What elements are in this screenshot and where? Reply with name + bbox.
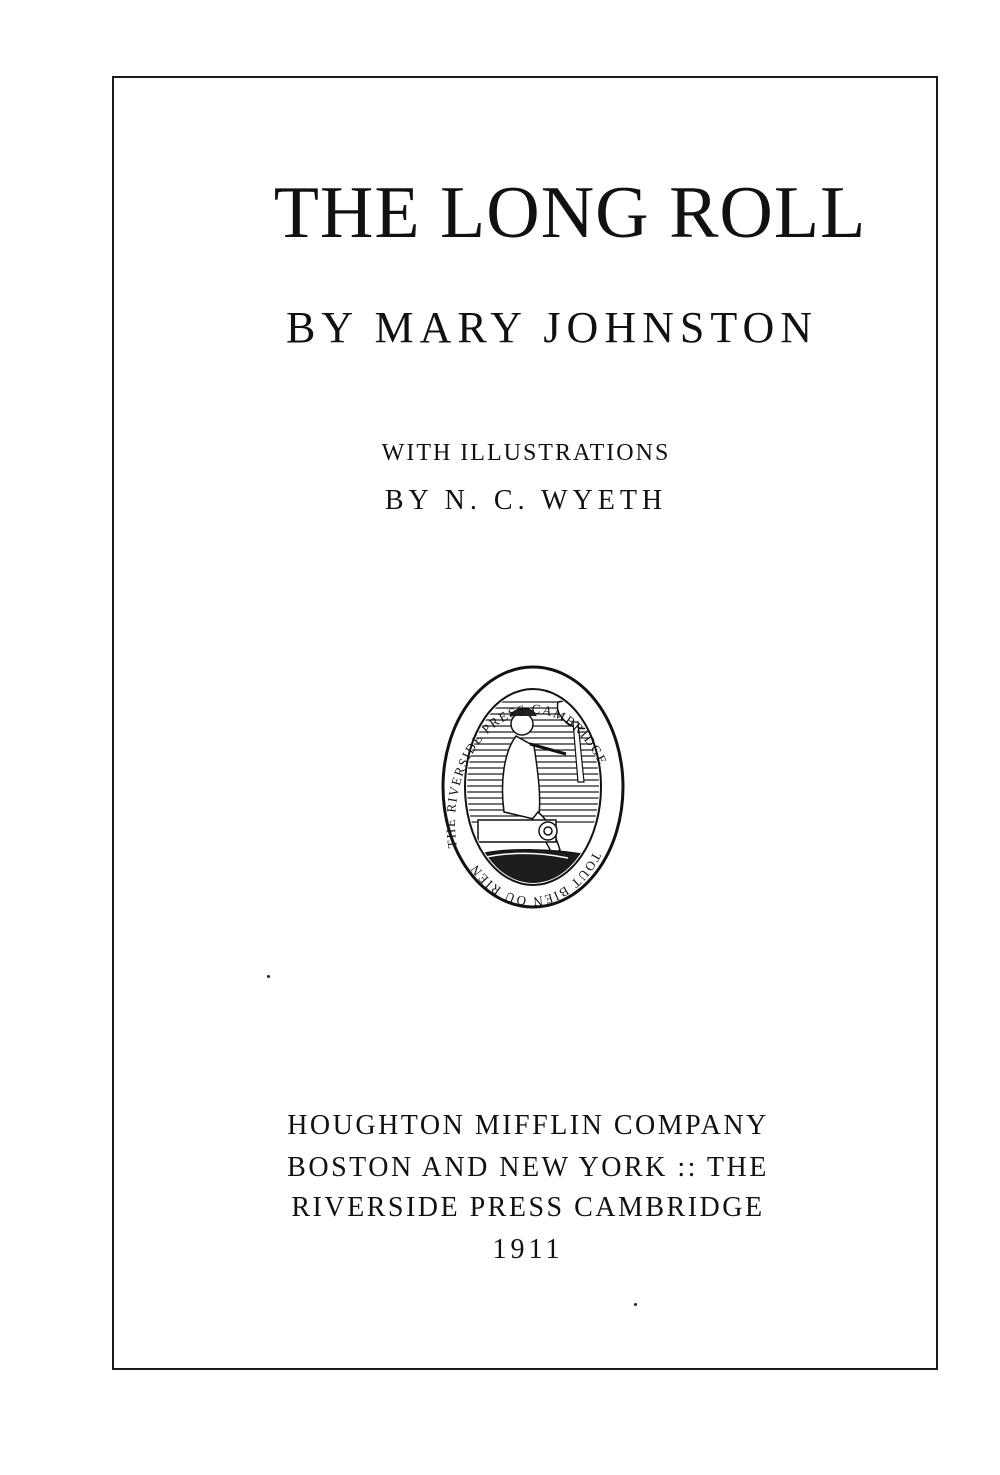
illustrations-credit-line2: BY N. C. WYETH bbox=[384, 485, 668, 516]
author-line: BY MARY JOHNSTON bbox=[285, 303, 818, 352]
publisher-line3: RIVERSIDE PRESS CAMBRIDGE bbox=[291, 1192, 765, 1223]
publication-year: 1911 bbox=[492, 1234, 564, 1265]
illustrations-credit-line1: WITH ILLUSTRATIONS bbox=[381, 440, 671, 466]
seal-inscription-bottom: TOUT BIEN OU RIEN bbox=[466, 850, 605, 910]
seal-inscription-top: THE RIVERSIDE PRESS CAMBRIDGE bbox=[442, 701, 611, 850]
print-speck bbox=[267, 975, 270, 978]
book-title: THE LONG ROLL bbox=[273, 172, 867, 254]
print-speck bbox=[634, 1303, 637, 1306]
publisher-line1: HOUGHTON MIFFLIN COMPANY bbox=[287, 1110, 769, 1141]
riverside-press-seal-icon bbox=[438, 662, 628, 912]
publisher-line2: BOSTON AND NEW YORK :: THE bbox=[287, 1152, 769, 1183]
